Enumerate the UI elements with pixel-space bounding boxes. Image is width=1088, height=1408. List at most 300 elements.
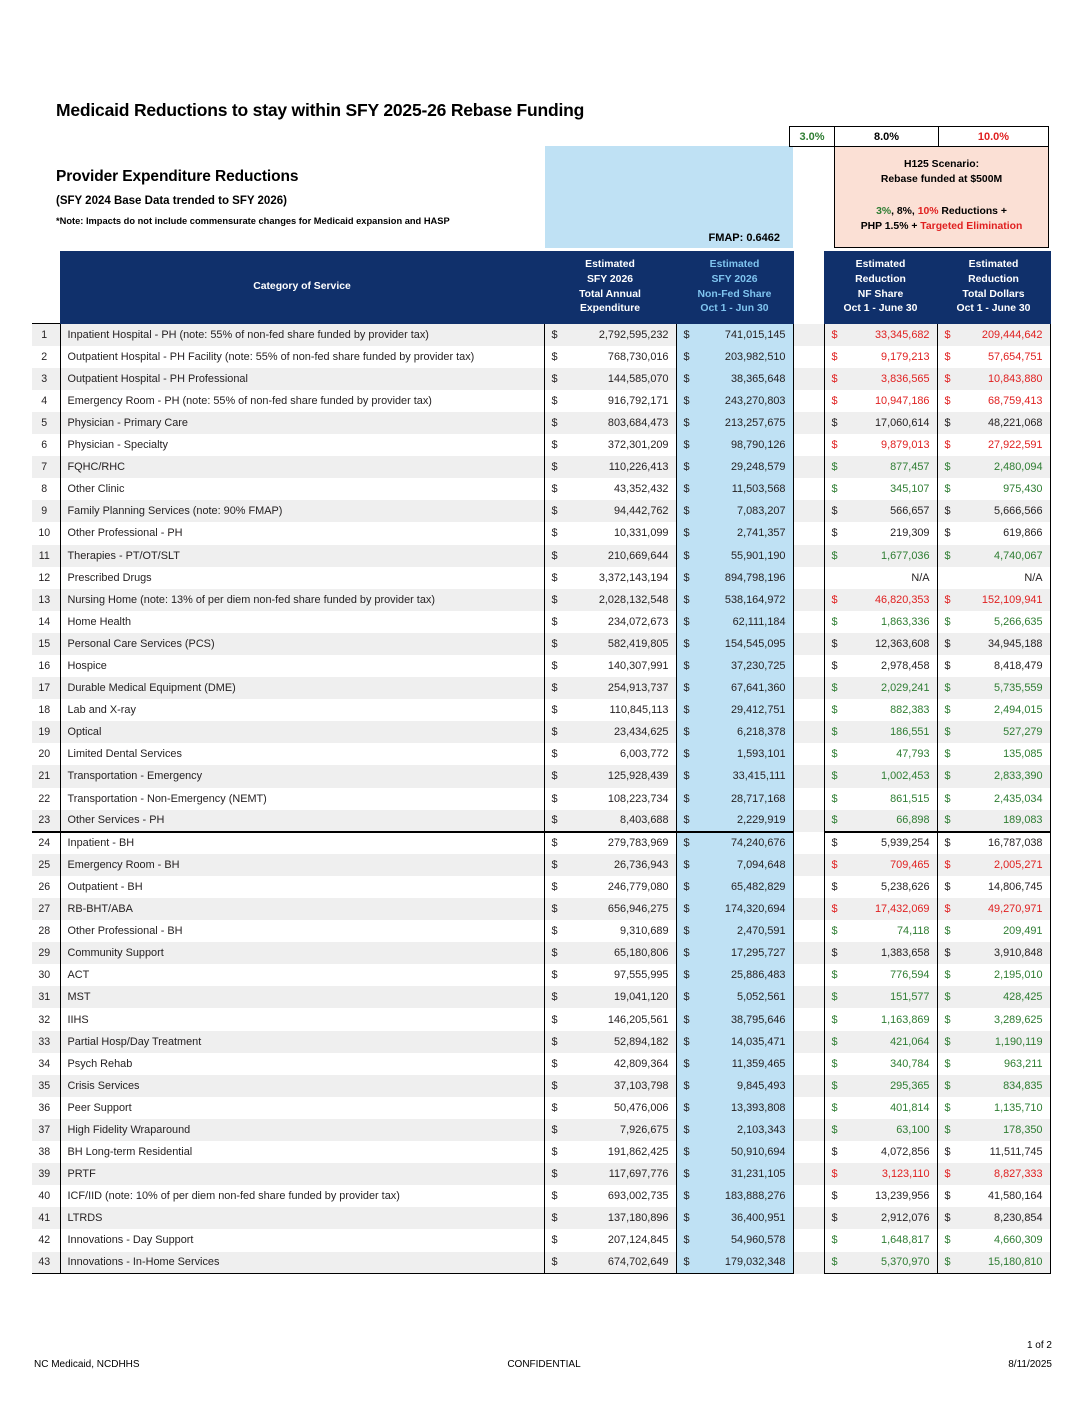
cell-non-fed-share	[676, 1119, 793, 1141]
cell-total-expenditure	[544, 478, 676, 500]
cell-reduction-total	[937, 390, 1050, 412]
currency-symbol: $	[551, 969, 558, 982]
cell-non-fed-share	[676, 986, 793, 1008]
cell-value: 25,886,483	[730, 969, 786, 982]
cell-value: 345,107	[890, 483, 930, 496]
cell-category: Family Planning Services (note: 90% FMAP)	[60, 500, 544, 522]
cell-value: 768,730,016	[607, 350, 669, 363]
cell-row-number: 27	[32, 898, 60, 920]
cell-total-expenditure	[544, 1053, 676, 1075]
table-body	[32, 324, 1050, 1274]
cell-value: 135,085	[1003, 748, 1043, 761]
currency-symbol: $	[551, 350, 558, 363]
cell-value: 7,094,648	[737, 858, 786, 871]
currency-symbol: $	[944, 328, 951, 341]
cell-category: Outpatient - BH	[60, 876, 544, 898]
currency-symbol: $	[683, 328, 690, 341]
currency-symbol: $	[551, 439, 558, 452]
cell-category: Crisis Services	[60, 1075, 544, 1097]
cell-gap	[793, 1097, 824, 1119]
table-row	[32, 832, 1050, 854]
currency-symbol: $	[683, 903, 690, 916]
cell-reduction-nf	[824, 589, 937, 611]
cell-category: Partial Hosp/Day Treatment	[60, 1031, 544, 1053]
currency-symbol: $	[944, 1146, 951, 1159]
currency-symbol: $	[944, 1035, 951, 1048]
table-row	[32, 721, 1050, 743]
cell-total-expenditure	[544, 545, 676, 567]
header-reduction-nf	[824, 252, 937, 324]
cell-reduction-nf	[824, 456, 937, 478]
section-title: Provider Expenditure Reductions	[56, 168, 299, 185]
currency-symbol: $	[831, 880, 838, 893]
cell-reduction-nf	[824, 898, 937, 920]
cell-gap	[793, 545, 824, 567]
currency-symbol: $	[944, 1190, 951, 1203]
currency-symbol: $	[683, 726, 690, 739]
cell-reduction-total	[937, 346, 1050, 368]
cell-row-number: 5	[32, 412, 60, 434]
cell-gap	[793, 434, 824, 456]
cell-gap	[793, 1031, 824, 1053]
currency-symbol: $	[551, 726, 558, 739]
cell-value: 38,795,646	[730, 1013, 786, 1026]
header-rnf-l1: Estimated	[855, 259, 906, 270]
currency-symbol: $	[551, 1146, 558, 1159]
cell-reduction-total	[937, 854, 1050, 876]
cell-reduction-nf	[824, 677, 937, 699]
cell-value: 36,400,951	[730, 1212, 786, 1225]
header-category: Category of Service	[60, 252, 544, 324]
cell-value: 234,072,673	[607, 615, 669, 628]
currency-symbol: $	[944, 925, 951, 938]
currency-symbol: $	[944, 814, 951, 827]
cell-reduction-nf	[824, 1163, 937, 1185]
cell-row-number: 15	[32, 633, 60, 655]
cell-value: 4,072,856	[881, 1146, 930, 1159]
currency-symbol: $	[831, 748, 838, 761]
currency-symbol: $	[551, 1212, 558, 1225]
cell-value: 1,190,119	[994, 1035, 1043, 1048]
footer-left: NC Medicaid, NCDHHS	[34, 1359, 140, 1370]
cell-category: Psych Rehab	[60, 1053, 544, 1075]
cell-total-expenditure	[544, 677, 676, 699]
cell-row-number: 20	[32, 743, 60, 765]
currency-symbol: $	[551, 704, 558, 717]
footer-page-number: 1 of 2	[1026, 1340, 1052, 1351]
cell-reduction-nf	[824, 478, 937, 500]
cell-gap	[793, 1163, 824, 1185]
cell-total-expenditure	[544, 876, 676, 898]
currency-symbol: $	[944, 704, 951, 717]
cell-category: Peer Support	[60, 1097, 544, 1119]
table-row	[32, 589, 1050, 611]
cell-reduction-nf	[824, 1185, 937, 1207]
cell-reduction-total	[937, 1141, 1050, 1163]
cell-value: 1,648,817	[881, 1234, 930, 1247]
cell-value: 8,403,688	[620, 814, 669, 827]
cell-category: Other Professional - BH	[60, 920, 544, 942]
currency-symbol: $	[944, 439, 951, 452]
cell-row-number: 1	[32, 324, 60, 346]
header-rownum	[32, 252, 60, 324]
cell-total-expenditure	[544, 412, 676, 434]
cell-non-fed-share	[676, 699, 793, 721]
cell-category: Optical	[60, 721, 544, 743]
currency-symbol: $	[944, 1057, 951, 1070]
section-note: *Note: Impacts do not include commensurate changes for Medicaid expansion and HASP	[56, 216, 450, 226]
cell-row-number: 34	[32, 1053, 60, 1075]
header-te-l2: SFY 2026	[586, 273, 634, 285]
cell-value: 186,551	[890, 726, 930, 739]
cell-non-fed-share	[676, 810, 793, 832]
cell-reduction-nf	[824, 368, 937, 390]
cell-row-number: 38	[32, 1141, 60, 1163]
cell-gap	[793, 810, 824, 832]
currency-symbol: $	[683, 571, 690, 584]
header-nfs-l4: Oct 1 - Jun 30	[700, 303, 769, 315]
cell-non-fed-share	[676, 876, 793, 898]
cell-non-fed-share	[676, 412, 793, 434]
cell-value: 94,442,762	[613, 505, 669, 518]
cell-value: 98,790,126	[730, 439, 786, 452]
cell-category: Community Support	[60, 942, 544, 964]
cell-category: Therapies - PT/OT/SLT	[60, 545, 544, 567]
cell-value: 16,787,038	[987, 837, 1043, 850]
cell-row-number: 3	[32, 368, 60, 390]
cell-value: 50,910,694	[730, 1146, 786, 1159]
currency-symbol: $	[944, 792, 951, 805]
currency-symbol: $	[551, 527, 558, 540]
cell-category: Transportation - Non-Emergency (NEMT)	[60, 788, 544, 810]
section-subtitle: (SFY 2024 Base Data trended to SFY 2026)	[56, 195, 287, 207]
currency-symbol: $	[831, 903, 838, 916]
cell-value: 48,221,068	[987, 416, 1043, 429]
currency-symbol: $	[683, 1212, 690, 1225]
cell-value: 619,866	[1003, 527, 1043, 540]
currency-symbol: $	[831, 1013, 838, 1026]
table-row	[32, 1119, 1050, 1141]
cell-value: 709,465	[890, 858, 930, 871]
cell-gap	[793, 456, 824, 478]
cell-non-fed-share	[676, 677, 793, 699]
cell-row-number: 7	[32, 456, 60, 478]
page-footer	[0, 1340, 1088, 1395]
cell-reduction-total	[937, 898, 1050, 920]
currency-symbol: $	[944, 858, 951, 871]
table-row	[32, 854, 1050, 876]
cell-reduction-total	[937, 368, 1050, 390]
currency-symbol: $	[683, 880, 690, 893]
cell-value: 295,365	[890, 1079, 930, 1092]
cell-value: 894,798,196	[724, 571, 786, 584]
cell-value: 178,350	[1003, 1123, 1043, 1136]
cell-value: 3,372,143,194	[598, 571, 669, 584]
cell-value: 5,238,626	[881, 880, 930, 893]
currency-symbol: $	[551, 903, 558, 916]
cell-value: 66,898	[896, 814, 930, 827]
currency-symbol: $	[683, 770, 690, 783]
cell-total-expenditure	[544, 1141, 676, 1163]
fmap-label: FMAP: 0.6462	[708, 232, 780, 244]
cell-value: 33,415,111	[732, 770, 786, 783]
cell-value: 14,806,745	[987, 880, 1043, 893]
cell-reduction-nf	[824, 832, 937, 854]
cell-category: High Fidelity Wraparound	[60, 1119, 544, 1141]
cell-reduction-total	[937, 810, 1050, 832]
cell-reduction-total	[937, 986, 1050, 1008]
currency-symbol: $	[944, 660, 951, 673]
cell-value: 1,593,101	[737, 748, 786, 761]
cell-value: 54,960,578	[730, 1234, 786, 1247]
table-row	[32, 942, 1050, 964]
table-row	[32, 324, 1050, 346]
currency-symbol: $	[551, 461, 558, 474]
scenario-php-text: PHP 1.5% +	[860, 221, 921, 233]
cell-value: 47,793	[896, 748, 930, 761]
cell-value: 3,836,565	[881, 372, 930, 385]
currency-symbol: $	[831, 328, 838, 341]
cell-value: 49,270,971	[987, 903, 1043, 916]
currency-symbol: $	[551, 1168, 558, 1181]
cell-value: 41,580,164	[987, 1190, 1043, 1203]
currency-symbol: $	[683, 615, 690, 628]
cell-row-number: 22	[32, 788, 60, 810]
currency-symbol: $	[831, 505, 838, 518]
cell-category: PRTF	[60, 1163, 544, 1185]
cell-value: 189,083	[1003, 814, 1043, 827]
currency-symbol: $	[944, 1013, 951, 1026]
currency-symbol: $	[944, 880, 951, 893]
scenario-targeted-elimination: Targeted Elimination	[920, 221, 1023, 233]
cell-gap	[793, 1185, 824, 1207]
currency-symbol: $	[683, 483, 690, 496]
currency-symbol: $	[551, 637, 558, 650]
currency-symbol: $	[551, 947, 558, 960]
currency-symbol: $	[831, 1123, 838, 1136]
table-row	[32, 611, 1050, 633]
cell-value: 7,083,207	[737, 505, 786, 518]
cell-value: 13,239,956	[874, 1190, 930, 1203]
header-nfs-l1: Estimated	[709, 259, 760, 270]
currency-symbol: $	[551, 328, 558, 341]
cell-value: 50,476,006	[613, 1101, 669, 1114]
currency-symbol: $	[831, 858, 838, 871]
cell-row-number: 41	[32, 1207, 60, 1229]
table-head	[32, 252, 1050, 324]
cell-reduction-nf	[824, 390, 937, 412]
cell-reduction-total	[937, 456, 1050, 478]
cell-reduction-total	[937, 1229, 1050, 1251]
cell-value: 37,230,725	[730, 660, 786, 673]
cell-value: 421,064	[890, 1035, 930, 1048]
currency-symbol: $	[831, 947, 838, 960]
cell-total-expenditure	[544, 1119, 676, 1141]
cell-gap	[793, 964, 824, 986]
cell-value: 1,383,658	[881, 947, 930, 960]
cell-value: 776,594	[890, 969, 930, 982]
table-row	[32, 522, 1050, 544]
cell-total-expenditure	[544, 1252, 676, 1274]
cell-value: 1,135,710	[994, 1101, 1043, 1114]
table-row	[32, 920, 1050, 942]
table-row	[32, 1053, 1050, 1075]
currency-symbol: $	[551, 1190, 558, 1203]
cell-value: 29,412,751	[730, 704, 786, 717]
cell-row-number: 33	[32, 1031, 60, 1053]
currency-symbol: $	[831, 483, 838, 496]
cell-gap	[793, 832, 824, 854]
cell-value: 26,736,943	[613, 858, 669, 871]
cell-gap	[793, 478, 824, 500]
currency-symbol: $	[944, 682, 951, 695]
currency-symbol: $	[831, 837, 838, 850]
currency-symbol: $	[944, 1079, 951, 1092]
scenario-line-2: Rebase funded at $500M	[880, 174, 1003, 186]
cell-value: 340,784	[890, 1057, 930, 1070]
cell-reduction-total	[937, 721, 1050, 743]
cell-category: ICF/IID (note: 10% of per diem non-fed share funded by provider tax)	[60, 1185, 544, 1207]
currency-symbol: $	[944, 593, 951, 606]
table-header-row	[32, 252, 1050, 324]
table-row	[32, 876, 1050, 898]
currency-symbol: $	[551, 1123, 558, 1136]
cell-value: 152,109,941	[981, 593, 1043, 606]
cell-row-number: 13	[32, 589, 60, 611]
cell-total-expenditure	[544, 810, 676, 832]
cell-value: 14,035,471	[730, 1035, 786, 1048]
scenario-reductions-text: Reductions +	[938, 206, 1007, 218]
scenario-sep-1: ,	[891, 206, 897, 218]
cell-category: Transportation - Emergency	[60, 765, 544, 787]
cell-value: 243,270,803	[724, 394, 786, 407]
cell-total-expenditure	[544, 500, 676, 522]
cell-non-fed-share	[676, 788, 793, 810]
header-nfs-l2: SFY 2026	[711, 273, 758, 285]
cell-row-number: 8	[32, 478, 60, 500]
scenario-pct-3: 3%	[876, 206, 892, 218]
cell-reduction-nf	[824, 545, 937, 567]
currency-symbol: $	[944, 394, 951, 407]
cell-value: 174,320,694	[724, 903, 786, 916]
cell-reduction-total	[937, 788, 1050, 810]
table-row	[32, 456, 1050, 478]
scenario-pct-10: 10%	[917, 206, 939, 218]
cell-reduction-nf	[824, 434, 937, 456]
cell-value: 65,482,829	[730, 880, 786, 893]
table-row	[32, 964, 1050, 986]
cell-total-expenditure	[544, 1075, 676, 1097]
cell-total-expenditure	[544, 699, 676, 721]
cell-reduction-nf	[824, 412, 937, 434]
table-row	[32, 500, 1050, 522]
table-row	[32, 986, 1050, 1008]
cell-row-number: 26	[32, 876, 60, 898]
currency-symbol: $	[831, 1057, 838, 1070]
cell-gap	[793, 765, 824, 787]
currency-symbol: $	[683, 969, 690, 982]
header-rnf-l2: Reduction	[855, 273, 906, 285]
cell-reduction-total	[937, 611, 1050, 633]
cell-gap	[793, 611, 824, 633]
currency-symbol: $	[683, 1234, 690, 1247]
currency-symbol: $	[831, 527, 838, 540]
table-row	[32, 677, 1050, 699]
cell-value: 8,418,479	[994, 660, 1043, 673]
footer-date: 8/11/2025	[1008, 1359, 1052, 1370]
cell-non-fed-share	[676, 611, 793, 633]
cell-value: 693,002,735	[607, 1190, 669, 1203]
currency-symbol: $	[551, 549, 558, 562]
cell-reduction-total	[937, 655, 1050, 677]
cell-row-number: 40	[32, 1185, 60, 1207]
cell-category: Hospice	[60, 655, 544, 677]
cell-value: 151,577	[890, 991, 930, 1004]
currency-symbol: $	[551, 837, 558, 850]
cell-category: Prescribed Drugs	[60, 567, 544, 589]
cell-value: 179,032,348	[724, 1256, 786, 1269]
currency-symbol: $	[683, 394, 690, 407]
cell-value: 9,179,213	[881, 350, 930, 363]
table-row	[32, 655, 1050, 677]
cell-value: 31,231,105	[730, 1168, 786, 1181]
currency-symbol: $	[683, 1057, 690, 1070]
cell-category: Lab and X-ray	[60, 699, 544, 721]
cell-value: 2,912,076	[881, 1212, 930, 1225]
cell-reduction-nf	[824, 655, 937, 677]
cell-gap	[793, 1053, 824, 1075]
currency-symbol: $	[831, 1101, 838, 1114]
cell-total-expenditure	[544, 324, 676, 346]
cell-category: Durable Medical Equipment (DME)	[60, 677, 544, 699]
cell-gap	[793, 522, 824, 544]
cell-value: 5,370,970	[881, 1256, 930, 1269]
table-row	[32, 1141, 1050, 1163]
currency-symbol: $	[683, 947, 690, 960]
page-title: Medicaid Reductions to stay within SFY 2025-26 Rebase Funding	[56, 100, 585, 120]
cell-value: 23,434,625	[613, 726, 669, 739]
cell-value: 117,697,776	[608, 1168, 669, 1181]
cell-value: 674,702,649	[607, 1256, 669, 1269]
cell-reduction-total	[937, 832, 1050, 854]
currency-symbol: $	[831, 1168, 838, 1181]
table-row	[32, 1163, 1050, 1185]
cell-gap	[793, 567, 824, 589]
fmap-block	[545, 146, 793, 248]
cell-category: IIHS	[60, 1008, 544, 1030]
currency-symbol: $	[683, 1013, 690, 1026]
cell-row-number: 37	[32, 1119, 60, 1141]
cell-row-number: 25	[32, 854, 60, 876]
cell-value: 28,717,168	[730, 792, 786, 805]
cell-reduction-total	[937, 1075, 1050, 1097]
cell-total-expenditure	[544, 942, 676, 964]
cell-value: 57,654,751	[987, 350, 1043, 363]
cell-category: Innovations - In-Home Services	[60, 1252, 544, 1274]
cell-reduction-nf	[824, 942, 937, 964]
cell-value: 74,118	[896, 925, 930, 938]
cell-total-expenditure	[544, 854, 676, 876]
cell-row-number: 10	[32, 522, 60, 544]
table-row	[32, 765, 1050, 787]
currency-symbol: $	[551, 1057, 558, 1070]
cell-non-fed-share	[676, 1097, 793, 1119]
currency-symbol: $	[831, 660, 838, 673]
currency-symbol: $	[944, 947, 951, 960]
cell-row-number: 28	[32, 920, 60, 942]
cell-gap	[793, 655, 824, 677]
cell-value: 13,393,808	[730, 1101, 786, 1114]
